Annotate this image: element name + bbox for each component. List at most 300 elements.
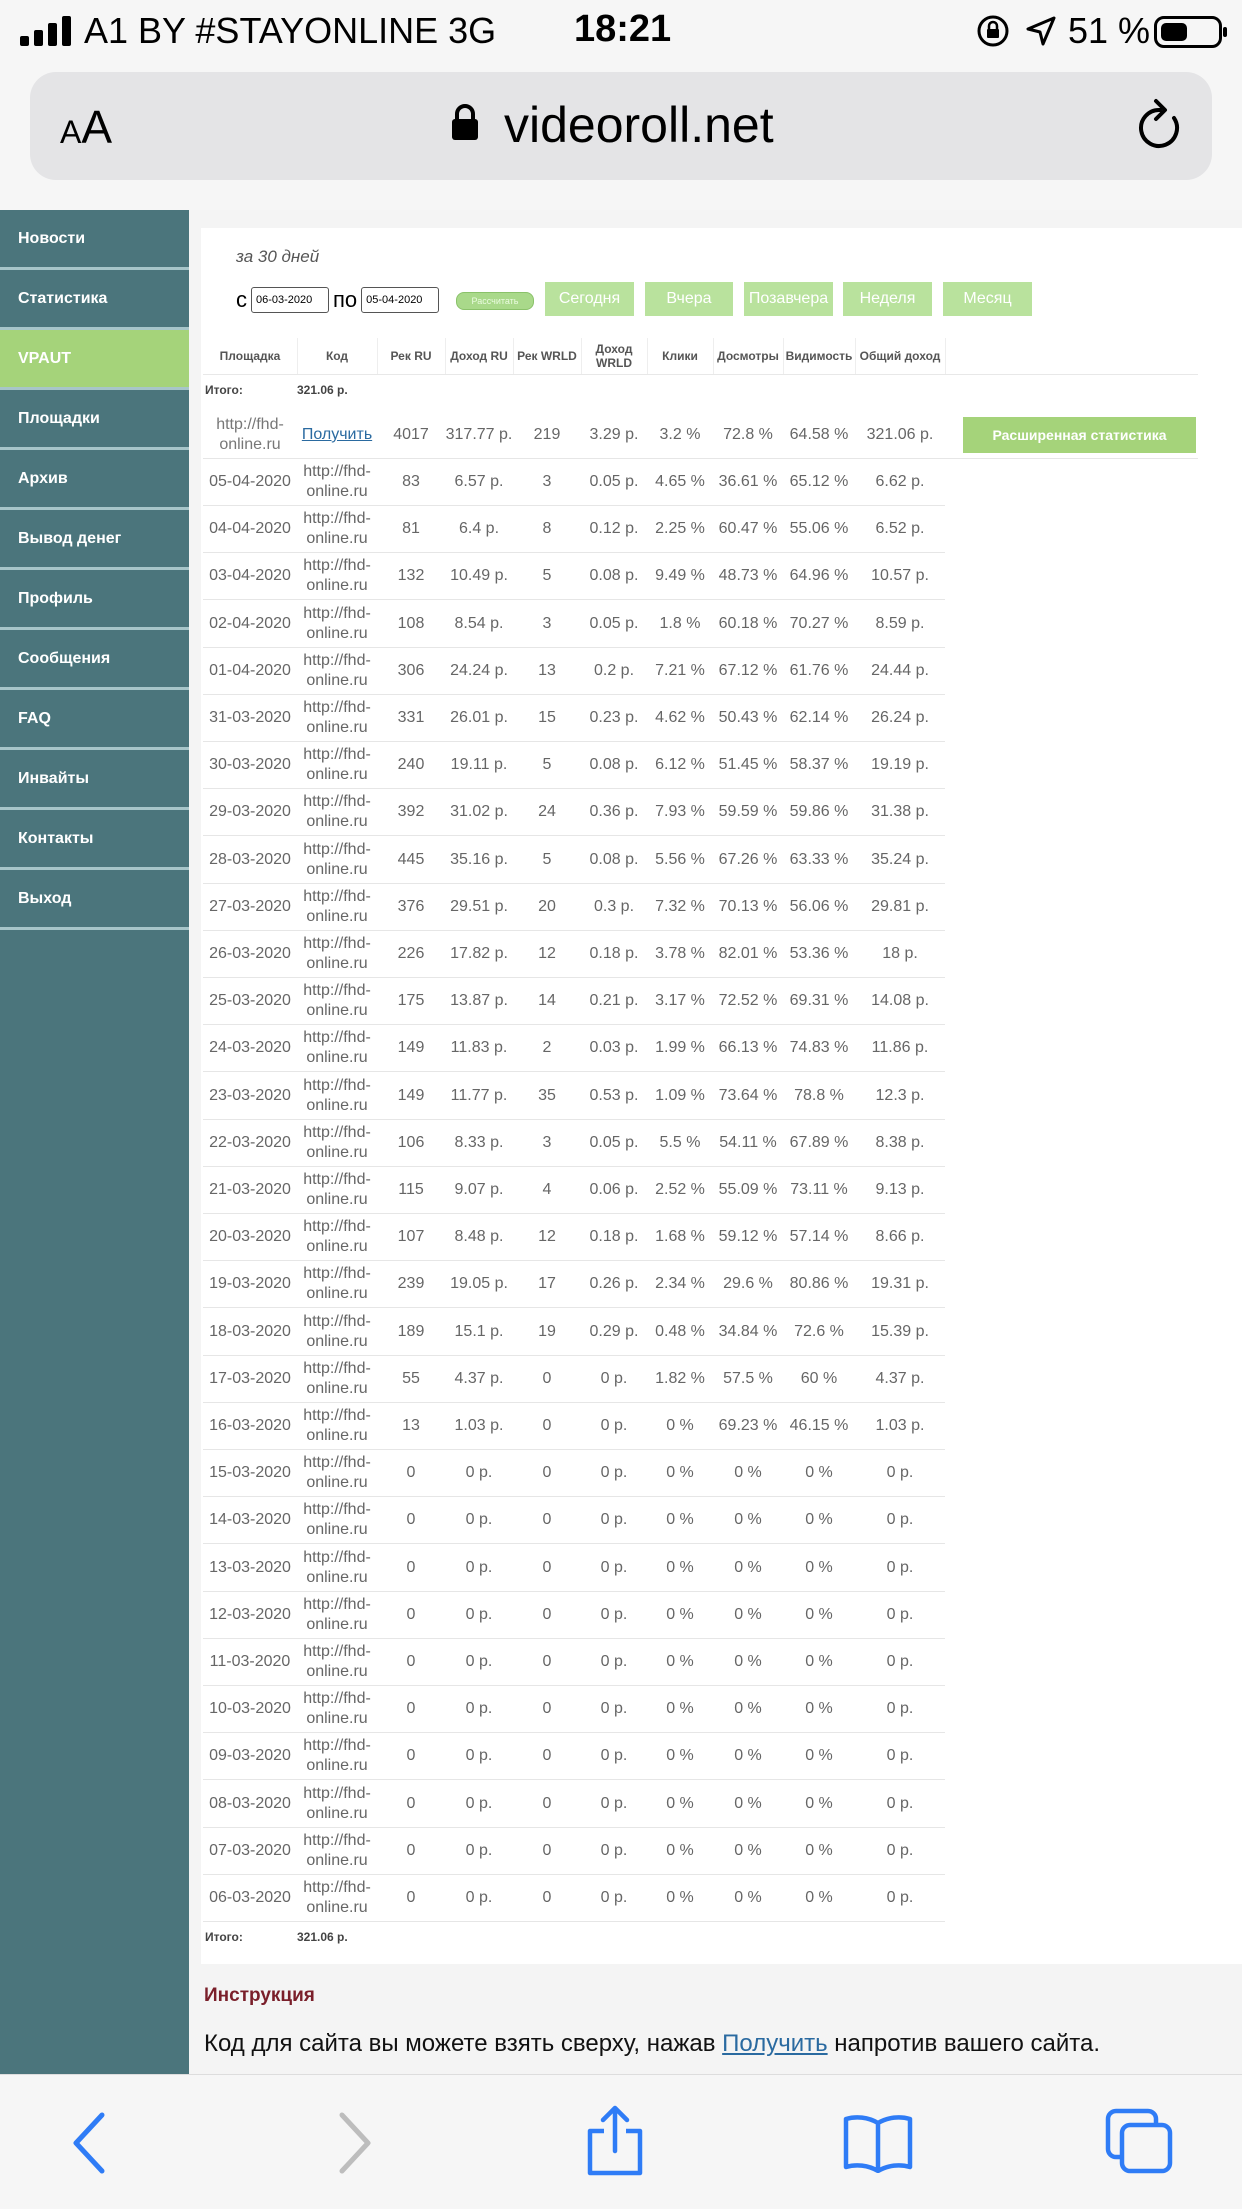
sidebar-item[interactable]: Профиль bbox=[0, 570, 189, 630]
table-row bbox=[203, 1686, 945, 1733]
table-cell: 376 bbox=[397, 897, 425, 915]
table-cell: 03-04-2020 bbox=[209, 567, 291, 585]
table-cell: 0 % bbox=[666, 1653, 694, 1670]
table-cell: 1.68 % bbox=[655, 1228, 705, 1246]
table-cell: 0 % bbox=[666, 1700, 694, 1718]
table-row bbox=[203, 648, 945, 695]
table-cell: http://fhd-online.ru bbox=[303, 1218, 371, 1256]
table-cell: 36.61 % bbox=[718, 473, 778, 490]
sidebar-item[interactable]: Новости bbox=[0, 210, 189, 270]
table-cell: 175 bbox=[397, 992, 425, 1010]
table-cell: 60.18 % bbox=[718, 614, 778, 632]
table-cell: 2.25 % bbox=[655, 520, 705, 538]
table-cell: 16-03-2020 bbox=[209, 1417, 291, 1434]
table-cell: 239 bbox=[397, 1275, 425, 1293]
table-cell: http://fhd-online.ru bbox=[303, 1312, 371, 1350]
table-row bbox=[203, 695, 945, 742]
table-cell: 0 % bbox=[734, 1700, 762, 1718]
total-label: Итого: bbox=[205, 1930, 243, 1945]
table-cell: 0 р. bbox=[886, 1794, 914, 1812]
table-cell: http://fhd-online.ru bbox=[303, 793, 371, 831]
table-cell: 0 bbox=[406, 1558, 416, 1576]
table-cell: 09-03-2020 bbox=[209, 1747, 291, 1765]
table-cell: 0 bbox=[542, 1841, 552, 1859]
table-cell: 14 bbox=[538, 992, 556, 1010]
table-cell: http://fhd-online.ru bbox=[303, 1690, 371, 1728]
table-cell: 4 bbox=[542, 1181, 552, 1198]
table-cell: 54.11 % bbox=[719, 1133, 777, 1151]
table-row bbox=[203, 1261, 945, 1308]
table-cell: 189 bbox=[397, 1322, 425, 1340]
table-cell: 60 % bbox=[800, 1369, 838, 1387]
table-cell: 1.03 р. bbox=[875, 1417, 925, 1434]
table-row bbox=[203, 1545, 945, 1592]
summary-clicks: 3.2 % bbox=[659, 426, 701, 443]
table-row bbox=[203, 742, 945, 789]
table-cell: 17.82 р. bbox=[450, 945, 508, 962]
sidebar-item[interactable]: Архив bbox=[0, 450, 189, 510]
battery-percent: 51 % bbox=[1068, 10, 1151, 51]
table-cell: 5.5 % bbox=[659, 1133, 701, 1151]
table-cell: 0 % bbox=[805, 1464, 833, 1482]
table-cell: 0 bbox=[542, 1794, 552, 1812]
table-cell: 331 bbox=[397, 709, 425, 726]
table-cell: 0 р. bbox=[600, 1558, 628, 1576]
table-cell: 01-04-2020 bbox=[209, 661, 291, 679]
table-cell: 0 bbox=[542, 1558, 552, 1576]
sidebar-item[interactable]: Инвайты bbox=[0, 750, 189, 810]
table-cell: 10.57 р. bbox=[871, 567, 929, 585]
table-cell: 57.14 % bbox=[789, 1228, 849, 1246]
table-cell: 0 % bbox=[666, 1605, 694, 1623]
table-cell: 7.32 % bbox=[655, 897, 705, 915]
table-cell: 4.37 р. bbox=[875, 1369, 925, 1387]
table-cell: 63.33 % bbox=[789, 850, 849, 868]
table-cell: 19 bbox=[538, 1322, 556, 1340]
table-cell: 72.6 % bbox=[794, 1322, 844, 1340]
table-cell: 0 % bbox=[805, 1841, 833, 1859]
table-row bbox=[203, 1639, 945, 1686]
table-row bbox=[203, 931, 945, 978]
table-cell: 0.05 р. bbox=[589, 473, 639, 490]
table-cell: 29-03-2020 bbox=[209, 803, 291, 821]
column-header: Рек RU bbox=[377, 338, 446, 374]
sidebar-nav bbox=[0, 210, 189, 2074]
table-cell: http://fhd-online.ru bbox=[303, 982, 371, 1020]
table-cell: 19.11 р. bbox=[450, 756, 508, 774]
table-cell: 0 bbox=[406, 1464, 416, 1482]
table-cell: http://fhd-online.ru bbox=[303, 1029, 371, 1067]
table-cell: 73.11 % bbox=[790, 1181, 848, 1198]
table-cell: 12 bbox=[538, 1228, 556, 1246]
table-cell: 2.34 % bbox=[655, 1275, 705, 1293]
table-cell: 0.08 р. bbox=[589, 567, 639, 585]
table-cell: 66.13 % bbox=[718, 1039, 778, 1057]
today-button[interactable]: Сегодня bbox=[545, 282, 634, 316]
table-cell: 5.56 % bbox=[655, 850, 705, 868]
date-range bbox=[236, 284, 443, 316]
table-cell: 8.54 р. bbox=[454, 614, 504, 632]
table-cell: 0 р. bbox=[600, 1653, 628, 1670]
table-cell: 57.5 % bbox=[723, 1369, 773, 1387]
sidebar-item[interactable]: Площадки bbox=[0, 390, 189, 450]
table-cell: 04-04-2020 bbox=[209, 520, 291, 538]
table-cell: 80.86 % bbox=[789, 1275, 849, 1293]
table-cell: 240 bbox=[397, 756, 425, 774]
table-cell: 20-03-2020 bbox=[209, 1228, 291, 1246]
table-cell: 0 % bbox=[666, 1747, 694, 1765]
table-cell: http://fhd-online.ru bbox=[303, 1407, 371, 1444]
table-cell: 392 bbox=[397, 803, 425, 821]
table-cell: http://fhd-online.ru bbox=[303, 1359, 371, 1397]
summary-visibility: 64.58 % bbox=[789, 426, 849, 443]
table-row bbox=[203, 553, 945, 600]
table-row bbox=[203, 1073, 945, 1120]
table-cell: 1.99 % bbox=[655, 1039, 705, 1057]
table-cell: 06-03-2020 bbox=[209, 1889, 291, 1906]
total-value: 321.06 р. bbox=[297, 383, 348, 397]
table-cell: 0 bbox=[406, 1605, 416, 1623]
table-cell: 56.06 % bbox=[789, 897, 849, 915]
table-cell: 23-03-2020 bbox=[209, 1086, 291, 1104]
sidebar-item[interactable]: FAQ bbox=[0, 690, 189, 750]
table-cell: 78.8 % bbox=[794, 1086, 844, 1104]
table-row bbox=[203, 459, 945, 506]
table-cell: 0 р. bbox=[600, 1841, 628, 1859]
text-size-button[interactable]: AA bbox=[60, 101, 113, 153]
table-cell: 10-03-2020 bbox=[209, 1700, 291, 1718]
table-cell: 07-03-2020 bbox=[209, 1841, 291, 1859]
table-cell: 13 bbox=[402, 1417, 420, 1434]
table-cell: 0 bbox=[542, 1511, 552, 1529]
table-cell: 0.3 р. bbox=[593, 897, 635, 915]
table-cell: 445 bbox=[397, 850, 425, 868]
table-cell: http://fhd-online.ru bbox=[303, 1171, 371, 1208]
table-cell: 55 bbox=[402, 1369, 420, 1387]
table-cell: 0 % bbox=[805, 1794, 833, 1812]
table-cell: 0.36 р. bbox=[589, 803, 639, 821]
table-cell: http://fhd-online.ru bbox=[303, 557, 371, 595]
table-row bbox=[203, 789, 945, 836]
table-cell: 3 bbox=[542, 473, 552, 490]
table-cell: 0 % bbox=[734, 1511, 762, 1529]
bookmarks-icon[interactable] bbox=[842, 2113, 914, 2173]
table-cell: 12 bbox=[538, 945, 556, 962]
total-row-bottom bbox=[203, 1922, 1198, 1952]
table-cell: 2.52 % bbox=[655, 1181, 705, 1198]
browser-chrome bbox=[0, 64, 1242, 210]
table-cell: http://fhd-online.ru bbox=[303, 1643, 371, 1680]
table-cell: 18 р. bbox=[882, 945, 918, 962]
address-bar[interactable] bbox=[30, 72, 1212, 180]
table-cell: 0 % bbox=[666, 1558, 694, 1576]
table-cell: 0 % bbox=[734, 1841, 762, 1859]
column-header: Доход WRLD bbox=[581, 338, 648, 374]
table-cell: 0 % bbox=[805, 1747, 833, 1765]
reload-icon[interactable] bbox=[1134, 98, 1186, 154]
table-cell: 29.81 р. bbox=[871, 897, 929, 915]
table-cell: 0 % bbox=[805, 1558, 833, 1576]
get-code-link[interactable]: Получить bbox=[301, 426, 373, 443]
table-cell: 0.18 р. bbox=[589, 1228, 639, 1246]
table-cell: 48.73 % bbox=[718, 567, 778, 585]
table-cell: 9.49 % bbox=[655, 567, 705, 585]
table-cell: 0 р. bbox=[465, 1511, 493, 1529]
table-cell: 70.27 % bbox=[789, 614, 849, 632]
table-cell: 17 bbox=[538, 1275, 556, 1293]
table-cell: 0 р. bbox=[600, 1464, 628, 1482]
table-cell: 35.24 р. bbox=[871, 850, 929, 868]
table-cell: 9.13 р. bbox=[875, 1181, 925, 1198]
table-cell: 6.4 р. bbox=[458, 520, 500, 538]
table-cell: 0 % bbox=[734, 1558, 762, 1576]
table-cell: 0 bbox=[406, 1511, 416, 1529]
table-cell: 60.47 % bbox=[718, 520, 778, 538]
table-cell: http://fhd-online.ru bbox=[303, 935, 371, 972]
table-cell: 19.31 р. bbox=[871, 1275, 929, 1293]
table-cell: http://fhd-online.ru bbox=[303, 1737, 371, 1775]
column-header: Досмотры bbox=[713, 338, 784, 374]
table-cell: 31.38 р. bbox=[871, 803, 929, 821]
period-label: за 30 дней bbox=[236, 247, 320, 266]
table-cell: 0 р. bbox=[886, 1558, 914, 1576]
date-to-input[interactable]: 05-04-2020 bbox=[361, 287, 439, 313]
table-cell: 74.83 % bbox=[789, 1039, 849, 1057]
extended-stats-button[interactable]: Расширенная статистика bbox=[963, 417, 1196, 453]
table-cell: 67.89 % bbox=[789, 1133, 849, 1151]
table-row bbox=[203, 1025, 945, 1072]
table-cell: 9.07 р. bbox=[454, 1181, 504, 1198]
table-cell: 6.62 р. bbox=[875, 473, 925, 490]
month-button[interactable]: Месяц bbox=[943, 282, 1032, 316]
summary-income-ru: 317.77 р. bbox=[445, 426, 513, 443]
table-cell: 15 bbox=[538, 709, 556, 726]
column-header: Код bbox=[297, 338, 378, 374]
table-cell: 55.09 % bbox=[718, 1181, 778, 1198]
table-cell: 0 % bbox=[805, 1700, 833, 1718]
table-cell: 08-03-2020 bbox=[209, 1794, 291, 1812]
table-cell: 69.23 % bbox=[718, 1417, 778, 1434]
table-cell: 0 р. bbox=[886, 1841, 914, 1859]
table-cell: 10.49 р. bbox=[450, 567, 508, 585]
table-cell: 0.06 р. bbox=[589, 1181, 639, 1198]
table-cell: 0 р. bbox=[886, 1700, 914, 1718]
column-header: Площадка bbox=[203, 338, 298, 374]
lock-icon bbox=[450, 102, 480, 142]
table-cell: 0 bbox=[542, 1700, 552, 1718]
table-cell: 18-03-2020 bbox=[209, 1322, 291, 1340]
table-cell: 2 bbox=[542, 1039, 552, 1057]
table-cell: 0 % bbox=[734, 1747, 762, 1765]
table-cell: http://fhd-online.ru bbox=[303, 463, 371, 500]
table-cell: 15-03-2020 bbox=[209, 1464, 291, 1482]
table-cell: 0 % bbox=[666, 1794, 694, 1812]
table-cell: 8.48 р. bbox=[454, 1228, 504, 1246]
signal-icon bbox=[20, 16, 74, 46]
table-cell: http://fhd-online.ru bbox=[303, 651, 371, 689]
table-cell: 83 bbox=[402, 473, 420, 490]
table-cell: 0 % bbox=[666, 1417, 694, 1434]
table-cell: 0 р. bbox=[465, 1653, 493, 1670]
table-cell: 0 bbox=[406, 1889, 416, 1906]
table-cell: http://fhd-online.ru bbox=[303, 604, 371, 642]
table-cell: 0 р. bbox=[465, 1889, 493, 1906]
table-cell: 132 bbox=[397, 567, 425, 585]
sidebar-item[interactable]: Контакты bbox=[0, 810, 189, 870]
table-cell: 0 р. bbox=[465, 1605, 493, 1623]
table-cell: 8.66 р. bbox=[875, 1228, 925, 1246]
table-cell: 6.12 % bbox=[655, 756, 705, 774]
table-cell: http://fhd-online.ru bbox=[303, 1265, 371, 1303]
table-header bbox=[203, 338, 1198, 375]
table-cell: 5 bbox=[542, 756, 552, 774]
table-cell: 72.52 % bbox=[718, 992, 778, 1010]
table-cell: 22-03-2020 bbox=[209, 1133, 291, 1151]
sidebar-item[interactable]: VPAUT bbox=[0, 330, 189, 390]
table-cell: http://fhd-online.ru bbox=[303, 1076, 371, 1114]
table-cell: http://fhd-online.ru bbox=[303, 1548, 371, 1586]
table-cell: http://fhd-online.ru bbox=[303, 1501, 371, 1539]
table-cell: 31-03-2020 bbox=[209, 709, 291, 726]
tabs-icon[interactable] bbox=[1104, 2107, 1176, 2177]
table-cell: 0 % bbox=[734, 1464, 762, 1482]
table-row bbox=[203, 1309, 945, 1356]
table-cell: 0 р. bbox=[465, 1747, 493, 1765]
table-cell: 46.15 % bbox=[789, 1417, 849, 1434]
carrier-label: A1 BY #STAYONLINE 3G bbox=[84, 10, 497, 51]
sidebar-item[interactable]: Выход bbox=[0, 870, 189, 930]
table-cell: 0 bbox=[406, 1747, 416, 1765]
table-cell: 34.84 % bbox=[718, 1322, 778, 1340]
table-cell: 13-03-2020 bbox=[209, 1558, 291, 1576]
clock: 18:21 bbox=[574, 8, 672, 50]
battery-icon bbox=[1154, 16, 1222, 48]
table-cell: 0 % bbox=[805, 1511, 833, 1529]
table-cell: 35.16 р. bbox=[450, 850, 508, 868]
yesterday-button[interactable]: Вчера bbox=[645, 282, 733, 316]
summary-rek-ru: 4017 bbox=[393, 426, 429, 443]
table-cell: 13.87 р. bbox=[450, 992, 508, 1010]
table-cell: 0 р. bbox=[886, 1889, 914, 1906]
location-icon bbox=[1024, 14, 1058, 48]
total-value: 321.06 р. bbox=[297, 1930, 348, 1945]
table-row bbox=[203, 1497, 945, 1544]
table-cell: 11.77 р. bbox=[450, 1086, 508, 1104]
table-row bbox=[203, 1828, 945, 1875]
rotation-lock-icon bbox=[976, 14, 1010, 48]
table-cell: 8.33 р. bbox=[454, 1133, 504, 1151]
column-header: Рек WRLD bbox=[513, 338, 582, 374]
column-header: Доход RU bbox=[445, 338, 514, 374]
back-icon[interactable] bbox=[70, 2111, 110, 2175]
column-header: Клики bbox=[647, 338, 714, 374]
table-cell: 11-03-2020 bbox=[209, 1653, 291, 1670]
table-cell: 15.39 р. bbox=[871, 1322, 929, 1340]
table-cell: 82.01 % bbox=[718, 945, 778, 962]
table-row bbox=[203, 601, 945, 648]
table-cell: 0.03 р. bbox=[589, 1039, 639, 1057]
table-cell: 24.44 р. bbox=[871, 661, 929, 679]
table-cell: 0 bbox=[406, 1794, 416, 1812]
sidebar-item[interactable]: Вывод денег bbox=[0, 510, 189, 570]
table-cell: 0 р. bbox=[600, 1511, 628, 1529]
table-cell: 0 р. bbox=[600, 1369, 628, 1387]
table-cell: 59.59 % bbox=[718, 803, 778, 821]
table-cell: http://fhd-online.ru bbox=[303, 1454, 371, 1492]
table-cell: 115 bbox=[398, 1181, 424, 1198]
table-cell: 0 р. bbox=[600, 1889, 628, 1906]
date-from-input[interactable]: 06-03-2020 bbox=[251, 287, 329, 313]
table-cell: 0.48 % bbox=[655, 1322, 705, 1340]
table-cell: 8.59 р. bbox=[875, 614, 925, 632]
table-cell: 149 bbox=[397, 1086, 425, 1104]
table-cell: 4.37 р. bbox=[454, 1369, 504, 1387]
table-cell: http://fhd-online.ru bbox=[303, 510, 371, 548]
table-cell: 0.18 р. bbox=[589, 945, 639, 962]
table-cell: 30-03-2020 bbox=[209, 756, 291, 774]
table-cell: 0 р. bbox=[465, 1700, 493, 1718]
table-cell: 35 bbox=[538, 1086, 556, 1104]
table-cell: 0.05 р. bbox=[589, 1133, 639, 1151]
to-label: по bbox=[333, 287, 358, 312]
forward-icon[interactable] bbox=[334, 2111, 374, 2175]
table-cell: 0.2 р. bbox=[593, 661, 635, 679]
instruction-get-link[interactable]: Получить bbox=[722, 2030, 828, 2057]
table-cell: 107 bbox=[397, 1228, 425, 1246]
table-cell: 0.23 р. bbox=[589, 709, 639, 726]
table-row bbox=[203, 1592, 945, 1639]
table-row bbox=[203, 506, 945, 553]
sidebar-item[interactable]: Сообщения bbox=[0, 630, 189, 690]
table-cell: 15.1 р. bbox=[454, 1322, 504, 1340]
week-button[interactable]: Неделя bbox=[843, 282, 932, 316]
share-icon[interactable] bbox=[584, 2105, 646, 2177]
table-row bbox=[203, 837, 945, 884]
table-row bbox=[203, 1167, 945, 1214]
table-cell: 19.19 р. bbox=[871, 756, 929, 774]
table-cell: 0 р. bbox=[886, 1653, 914, 1670]
column-header: Видимость bbox=[783, 338, 856, 374]
table-cell: 0 % bbox=[734, 1889, 762, 1906]
table-row bbox=[203, 1214, 945, 1261]
table-cell: 0 bbox=[406, 1841, 416, 1859]
table-cell: 58.37 % bbox=[789, 756, 849, 774]
table-cell: 8 bbox=[542, 520, 552, 538]
table-row bbox=[203, 1733, 945, 1780]
table-cell: 7.21 % bbox=[655, 661, 705, 679]
summary-row bbox=[203, 412, 1198, 459]
column-header: Общий доход bbox=[855, 338, 946, 374]
table-cell: 0.05 р. bbox=[589, 614, 639, 632]
summary-site: http://fhd-online.ru bbox=[216, 416, 284, 453]
table-cell: 7.93 % bbox=[655, 803, 705, 821]
table-cell: 0 bbox=[542, 1889, 552, 1906]
table-cell: 02-04-2020 bbox=[209, 614, 291, 632]
table-cell: 0 % bbox=[666, 1841, 694, 1859]
sidebar-item[interactable]: Статистика bbox=[0, 270, 189, 330]
table-cell: 0 р. bbox=[600, 1794, 628, 1812]
table-cell: 0.26 р. bbox=[589, 1275, 639, 1293]
table-cell: http://fhd-online.ru bbox=[303, 699, 371, 736]
url-text[interactable]: videoroll.net bbox=[504, 97, 774, 153]
table-cell: 19-03-2020 bbox=[209, 1275, 291, 1293]
table-cell: 28-03-2020 bbox=[209, 850, 291, 868]
table-cell: 26.24 р. bbox=[871, 709, 929, 726]
table-cell: 20 bbox=[538, 897, 556, 915]
calculate-button[interactable]: Рассчитать bbox=[456, 292, 534, 310]
day-before-button[interactable]: Позавчера bbox=[744, 282, 833, 316]
table-cell: 6.57 р. bbox=[454, 473, 504, 490]
